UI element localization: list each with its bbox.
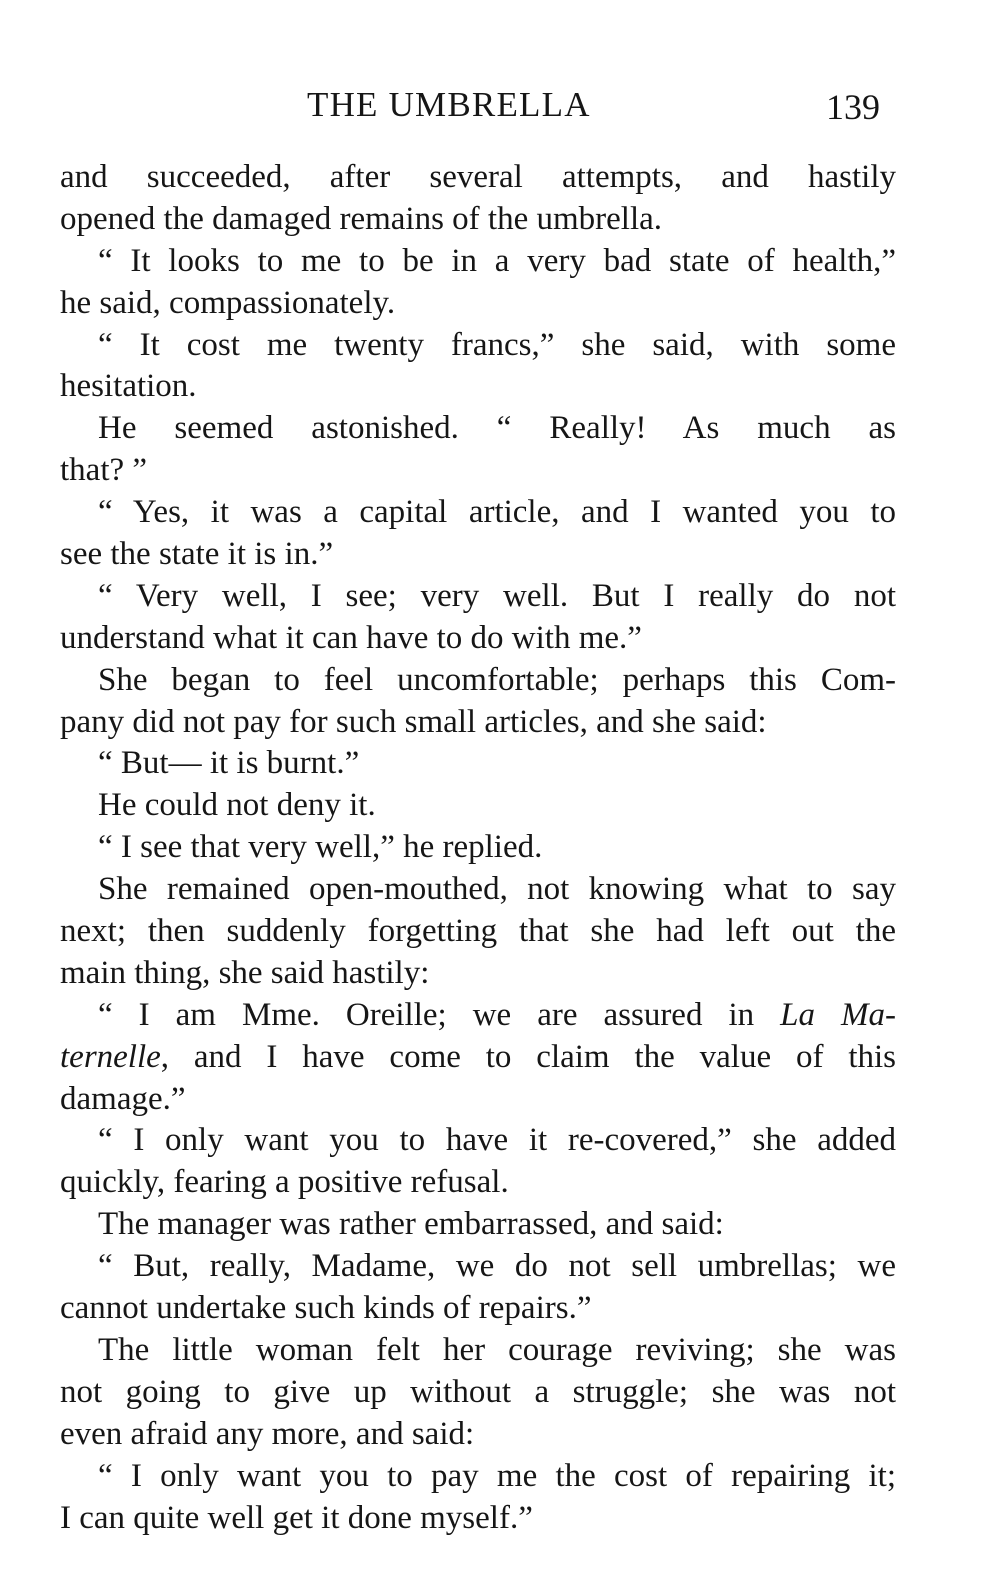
line-text: next; then suddenly forgetting that she had left out the [60,913,896,950]
line-text: I can quite well get it done myself.” [60,1499,533,1536]
text-line [60,1037,896,1079]
text-line [60,1120,896,1162]
line-text: “ It cost me twenty francs,” she said, with some [98,326,896,363]
text-line [60,1456,896,1498]
line-text: “ I only want you to pay me the cost of repairing it; [98,1457,896,1494]
text-line [60,660,896,702]
line-text: “ I am Mme. Oreille; we are assured in [98,996,781,1033]
line-text: see the state it is in.” [60,536,334,573]
text-line [60,1246,896,1288]
text-line [60,450,896,492]
line-text: understand what it can have to do with me.” [60,619,642,656]
line-text: The little woman felt her courage reviving; she was [98,1331,896,1368]
line-text: that? ” [60,452,148,489]
text-line [60,785,896,827]
text-line [60,325,896,367]
line-text: opened the damaged remains of the umbrella. [60,200,663,237]
text-line [60,1079,896,1121]
text-line [60,911,896,953]
text-line [60,743,896,785]
line-text: “ I only want you to have it re-covered,” she added [98,1122,896,1159]
line-text: “ Yes, it was a capital article, and I wanted you to [98,494,896,531]
line-text: “ I see that very well,” he replied. [98,829,543,866]
line-text: not going to give up without a struggle; she was not [60,1373,896,1410]
body-text [60,157,896,1539]
line-text: damage.” [60,1080,186,1117]
line-text: She began to feel uncomfortable; perhaps this Com- [98,661,896,698]
line-text: cannot undertake such kinds of repairs.” [60,1290,592,1327]
line-text: quickly, fearing a positive refusal. [60,1164,509,1201]
line-text: He could not deny it. [98,787,376,824]
text-line [60,953,896,995]
line-text: and succeeded, after several attempts, and hastily [60,159,896,195]
text-line [60,408,896,450]
text-line [60,827,896,869]
line-text: pany did not pay for such small articles, and she said: [60,703,767,740]
line-text: he said, compassionately. [60,284,396,321]
italic-text: ternelle [60,1038,161,1075]
text-line [60,199,896,241]
text-line [60,1498,896,1540]
text-line [60,157,896,199]
text-line [60,1288,896,1330]
line-text: “ Very well, I see; very well. But I really do not [98,577,896,614]
text-line [60,1330,896,1372]
line-text: The manager was rather embarrassed, and said: [98,1206,724,1243]
text-line [60,283,896,325]
line-text: even afraid any more, and said: [60,1415,475,1452]
text-line [60,1414,896,1456]
text-line [60,1372,896,1414]
text-line [60,366,896,408]
text-line [60,1204,896,1246]
text-line [60,869,896,911]
line-text: , and I have come to claim the value of this [160,1038,896,1075]
text-line [60,1162,896,1204]
text-line [60,534,896,576]
text-line [60,492,896,534]
text-line [60,618,896,660]
line-text: “ But— it is burnt.” [98,745,360,782]
running-title: THE UMBRELLA [307,85,591,124]
line-text: “ It looks to me to be in a very bad state of health,” [98,242,896,279]
line-text: He seemed astonished. “ Really! As much as [98,410,896,447]
text-line [60,576,896,618]
line-text: She remained open-mouthed, not knowing what to say [98,871,896,908]
line-text: “ But, really, Madame, we do not sell umbrellas; we [98,1248,896,1285]
page-number: 139 [826,87,880,127]
text-line [60,241,896,283]
line-text: hesitation. [60,368,197,405]
line-text: main thing, she said hastily: [60,954,430,991]
text-line [60,702,896,744]
text-line [60,995,896,1037]
italic-text: La Ma- [780,996,896,1033]
